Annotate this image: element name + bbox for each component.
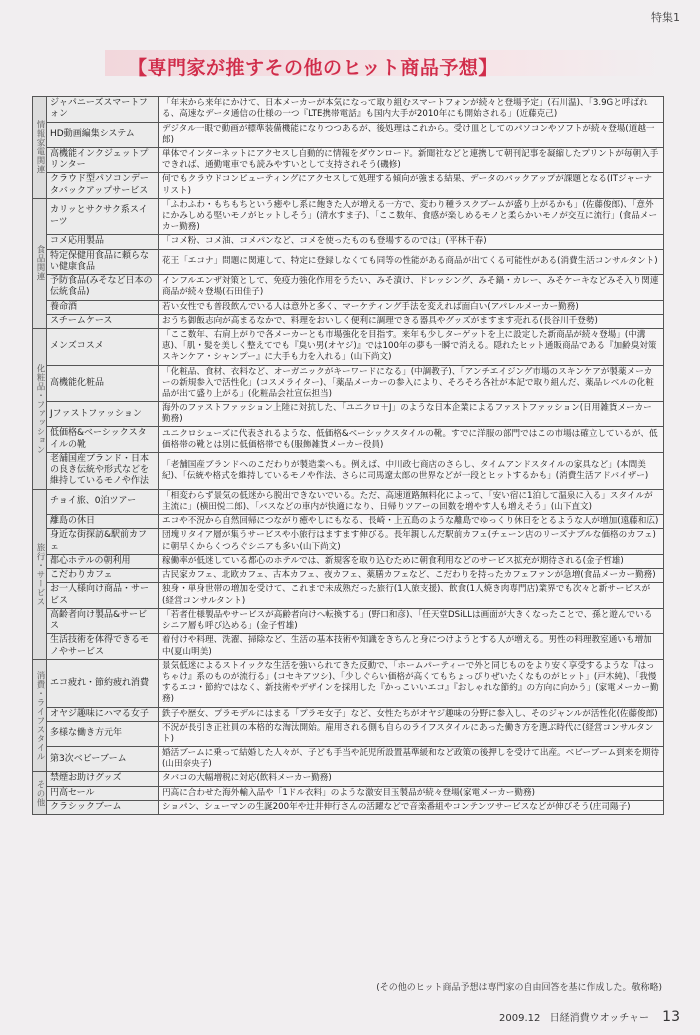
product-name: こだわりカフェ	[47, 569, 159, 583]
product-name: オヤジ趣味にハマる女子	[47, 707, 159, 721]
table-row	[33, 747, 664, 772]
table-row	[33, 583, 664, 609]
product-name: 老舗国産ブランド・日本の良き伝統や形式などを維持しているモノや作法	[47, 452, 159, 489]
table-row	[33, 427, 664, 453]
category-label: 情報家電関連	[33, 97, 47, 199]
product-description: 「若者仕様製品やサービスが高齢者向けへ転換する」(野口和彦)、「任天堂DSiLLは画面が大きくなったことで、孫と遊んでいるシニア層も呼び込める」(金子哲雄)	[159, 608, 664, 634]
table-row	[33, 659, 664, 707]
product-name: メンズコスメ	[47, 329, 159, 366]
category-label: 消費・ライフスタイル	[33, 659, 47, 772]
product-description: ショパン、シューマンの生誕200年や辻井伸行さんの活躍などで音楽番組やコンテンツサービスなどが伸びそう(庄司陽子)	[159, 800, 664, 814]
table-row	[33, 314, 664, 328]
product-description: おうち御飯志向が高まるなかで、料理をおいしく便利に調理できる器具やグッズがますます売れる(長谷川千登勢)	[159, 314, 664, 328]
page-title: 【専門家が推すその他のヒット商品予想】	[128, 57, 498, 79]
table-row	[33, 707, 664, 721]
product-name: 円高セール	[47, 786, 159, 800]
product-name: 第3次ベビーブーム	[47, 747, 159, 772]
product-description: 「ふわふわ・もちもちという癒やし系に飽きた人が増える一方で、変わり種ラスクブームが盛り上がるかも」(佐藤俊郎)、「意外にかみしめる堅いモノがヒットしそう」(清水すま子)、「ここ数年、食感が楽しめるモノと柔らかいモノが交互に流行」(食品メーカー勤務)	[159, 198, 664, 235]
product-description: 婚活ブームに乗って結婚した人々が、子ども手当や託児所設置基準緩和など政策の後押しを受けて出産。ベビーブーム到来を期待(山田奈央子)	[159, 747, 664, 772]
product-description: 独身・単身世帯の増加を受けて、これまで未成熟だった旅行(1人旅支援)、飲食(1人焼き肉専門店)業界でも次々と新サービスが(経営コンサルタント)	[159, 583, 664, 609]
product-name: 高齢者向け製品&サービス	[47, 608, 159, 634]
product-name: 多様な働き方元年	[47, 721, 159, 746]
product-description: 着付けや料理、洗濯、掃除など、生活の基本技術や知識をきちんと身につけようとする人が増える。男性の料理教室通いも増加中(夏山明美)	[159, 634, 664, 660]
table-row	[33, 489, 664, 514]
product-name: お一人様向け商品・サービス	[47, 583, 159, 609]
table-row	[33, 402, 664, 427]
product-name: コメ応用製品	[47, 235, 159, 249]
product-description: 円高に合わせた海外輸入品や「1ドル衣料」のような激安目玉製品が続々登場(家電メーカー勤務)	[159, 786, 664, 800]
product-description: 稼働率が低迷している都心のホテルでは、新規客を取り込むために朝食利用などのサービス拡充が期待される(金子哲雄)	[159, 554, 664, 568]
product-name: 禁煙お助けグッズ	[47, 772, 159, 786]
table-row	[33, 634, 664, 660]
table-row	[33, 365, 664, 402]
product-description: インフルエンザ対策として、免疫力強化作用をうたい、みそ漬け、ドレッシング、みそ鍋・カレー、みそケーキなどみそ入り関連商品が続々登場(石田佳子)	[159, 275, 664, 301]
product-description: 単体でインターネットにアクセスし自動的に情報をダウンロード。新聞社などと連携して朝刊記事を凝縮したプリントが毎朝入手できれば、通勤電車でも読みやすいとして支持されそう(磯修)	[159, 147, 664, 173]
table-row	[33, 569, 664, 583]
product-description: エコや不況から自然回帰につながり癒やしにもなる、長崎・上五島のような離島でゆっくり休日をとるような人が増加(遠藤和広)	[159, 515, 664, 529]
product-name: チョイ旅、0泊ツアー	[47, 489, 159, 514]
category-label: その他	[33, 772, 47, 815]
product-name: 都心ホテルの朝利用	[47, 554, 159, 568]
product-name: HD動画編集システム	[47, 122, 159, 147]
table-row	[33, 800, 664, 814]
table-row	[33, 608, 664, 634]
product-description: 花王「エコナ」問題に関連して、特定に登録しなくても同等の性能がある商品が出てくる可能性がある(消費生活コンサルタント)	[159, 249, 664, 275]
table-row	[33, 235, 664, 249]
product-name: Jファストファッション	[47, 402, 159, 427]
product-description: デジタル一眼で動画が標準装備機能になりつつあるが、後処理はこれから。受け皿としてのパソコンやソフトが続々登場(道越一郎)	[159, 122, 664, 147]
product-name: 予防食品(みそなど日本の伝統食品)	[47, 275, 159, 301]
table-row	[33, 249, 664, 275]
footnote: (その他のヒット商品予想は専門家の自由回答を基に作成した。敬称略)	[376, 983, 662, 993]
product-name: クラシックブーム	[47, 800, 159, 814]
forecast-table-body	[33, 97, 664, 815]
product-description: 鉄子や歴女、プラモデルにはまる「プラモ女子」など、女性たちがオヤジ趣味の分野に参入し、そのジャンルが活性化(佐藤俊郎)	[159, 707, 664, 721]
table-row	[33, 786, 664, 800]
product-name: 高機能化粧品	[47, 365, 159, 402]
product-description: 若い女性でも普段飲んでいる人は意外と多く、マーケティング手法を変えれば面白い(アパレルメーカー勤務)	[159, 300, 664, 314]
product-name: 高機能インクジェットプリンター	[47, 147, 159, 173]
table-row	[33, 772, 664, 786]
product-description: 景気低迷によるストイックな生活を強いられてきた反動で、「ホームパーティーで外と同じものをより安く享受するような『はっちゃけ』系のものが流行る」(コセキアツシ)、「少しぐらい価格が高くてもちょっぴりぜいたくなものがヒット」(戸木純)、「我慢するエコ・節約ではなく、新技術やデザインを採用した『かっこいいエコ』『おしゃれな節約』の方向に向かう」(家電メーカー勤務)	[159, 659, 664, 707]
table-row	[33, 147, 664, 173]
table-row	[33, 515, 664, 529]
product-description: 「化粧品、食材、衣料など、オーガニックがキーワードになる」(中調教子)、「アンチエイジング市場のスキンケアが製薬メーカーの新規参入で活性化」(コスメライター)、「薬品メーカーの参入により、そろそろ各社が本記で取り組んだ、薬品レベルの化粧品が出て盛り上がる」(化粧品会社宣伝担当)	[159, 365, 664, 402]
product-name: 特定保健用食品に頼らない健康食品	[47, 249, 159, 275]
product-description: ユニクロシューズに代表されるような、低価格&ベーシックスタイルの靴。すでに洋服の部門ではこの市場は確立しているが、低価格帯の靴とは別に低価格帯でも(服飾雑貨メーカー役員)	[159, 427, 664, 453]
table-row	[33, 529, 664, 555]
table-row	[33, 275, 664, 301]
category-label: 化粧品・ファッション	[33, 329, 47, 490]
product-description: 海外のファストファッション上陸に対抗した、「ユニクロ＋J」のような日本企業によるファストファッション(日用雑貨メーカー勤務)	[159, 402, 664, 427]
table-row	[33, 329, 664, 366]
table-row	[33, 721, 664, 746]
category-label: 食品関連	[33, 198, 47, 328]
product-description: 不況が長引き正社員の本格的な淘汰開始。雇用される側も自らのライフスタイルにあった働き方を選ぶ時代に(経営コンサルタント)	[159, 721, 664, 746]
product-name: クラウド型パソコンデータバックアップサービス	[47, 173, 159, 199]
product-description: 「年末から来年にかけて、日本メーカーが本気になって取り組むスマートフォンが続々と登場予定」(石川温)、「3.9Gと呼ばれる、高速なデータ通信の仕様の一つ『LTE携帯電話』も国内大手が2010年にも開始される」(近藤克己)	[159, 97, 664, 123]
table-row	[33, 554, 664, 568]
section-label: 特集1	[651, 11, 680, 24]
table-row	[33, 122, 664, 147]
product-description: 「コメ粉、コメ油、コメパンなど、コメを使ったものも登場するのでは」(平林千春)	[159, 235, 664, 249]
product-description: タバコの大幅増税に対応(飲料メーカー勤務)	[159, 772, 664, 786]
magazine-name: 日経消費ウオッチャー	[549, 1013, 649, 1024]
product-name: ジャパニーズスマートフォン	[47, 97, 159, 123]
page-number: 13	[662, 1009, 680, 1025]
table-row	[33, 300, 664, 314]
product-name: 離島の休日	[47, 515, 159, 529]
product-name: スチームケース	[47, 314, 159, 328]
table-row	[33, 97, 664, 123]
table-row	[33, 173, 664, 199]
forecast-table	[32, 96, 664, 815]
table-row	[33, 198, 664, 235]
product-name: 身近な街探訪&駅前カフェ	[47, 529, 159, 555]
product-name: エコ疲れ・節約疲れ消費	[47, 659, 159, 707]
product-name: 生活技術を体得できるモノやサービス	[47, 634, 159, 660]
product-name: カリッとサクサク系スイーツ	[47, 198, 159, 235]
product-description: 古民家カフェ、北欧カフェ、古本カフェ、夜カフェ、薬膳カフェなど、こだわりを持ったカフェファンが急増(食品メーカー勤務)	[159, 569, 664, 583]
page-footer	[499, 1009, 680, 1025]
product-name: 低価格&ベーシックスタイルの靴	[47, 427, 159, 453]
issue-date: 2009.12	[499, 1013, 541, 1024]
table-row	[33, 452, 664, 489]
product-description: 「相変わらず景気の低迷から脱出できないでいる。ただ、高速道路無料化によって、「安い宿に1泊して温泉に入る」スタイルが主流に」(横田悦二郎)、「バスなどの車内が快適になり、日帰りツアーの回数を増やす人も増えそう」(山下直文)	[159, 489, 664, 514]
product-description: 団塊リタイア層が集うサービスや小旅行はますます伸びる。長年親しんだ駅前カフェ(チェーン店のリーズナブルな価格のカフェ)に朝早くからくつろぐシニアも多い(山下尚文)	[159, 529, 664, 555]
product-description: 「ここ数年、右肩上がりで各メーカーとも市場強化を目指す。来年も少しターゲットを上に設定した新商品が続々登場」(中溝恵)、「肌・髪を美しく整えてでも『臭い男(オヤジ)』では100年の夢も一瞬で消える。隠れたヒット通販商品である『加齢臭対策スキンケア・シャンプー』に大手も力を入れる」(山下尚文)	[159, 329, 664, 366]
product-description: 「老舗国産ブランドへのこだわりが製造業へも。例えば、中川政七商店のさらし、タイムアンドスタイルの家具など」(本間美紀)、「伝統や格式を維持しているモノや作法、さらに司馬遼太郎の世界などが一段とヒットするかも」(消費生活アドバイザー)	[159, 452, 664, 489]
category-label: 旅行・サービス	[33, 489, 47, 659]
product-name: 養命酒	[47, 300, 159, 314]
product-description: 何でもクラウドコンピューティングにアクセスして処理する傾向が強まる結果、データのバックアップが課題となる(ITジャーナリスト)	[159, 173, 664, 199]
